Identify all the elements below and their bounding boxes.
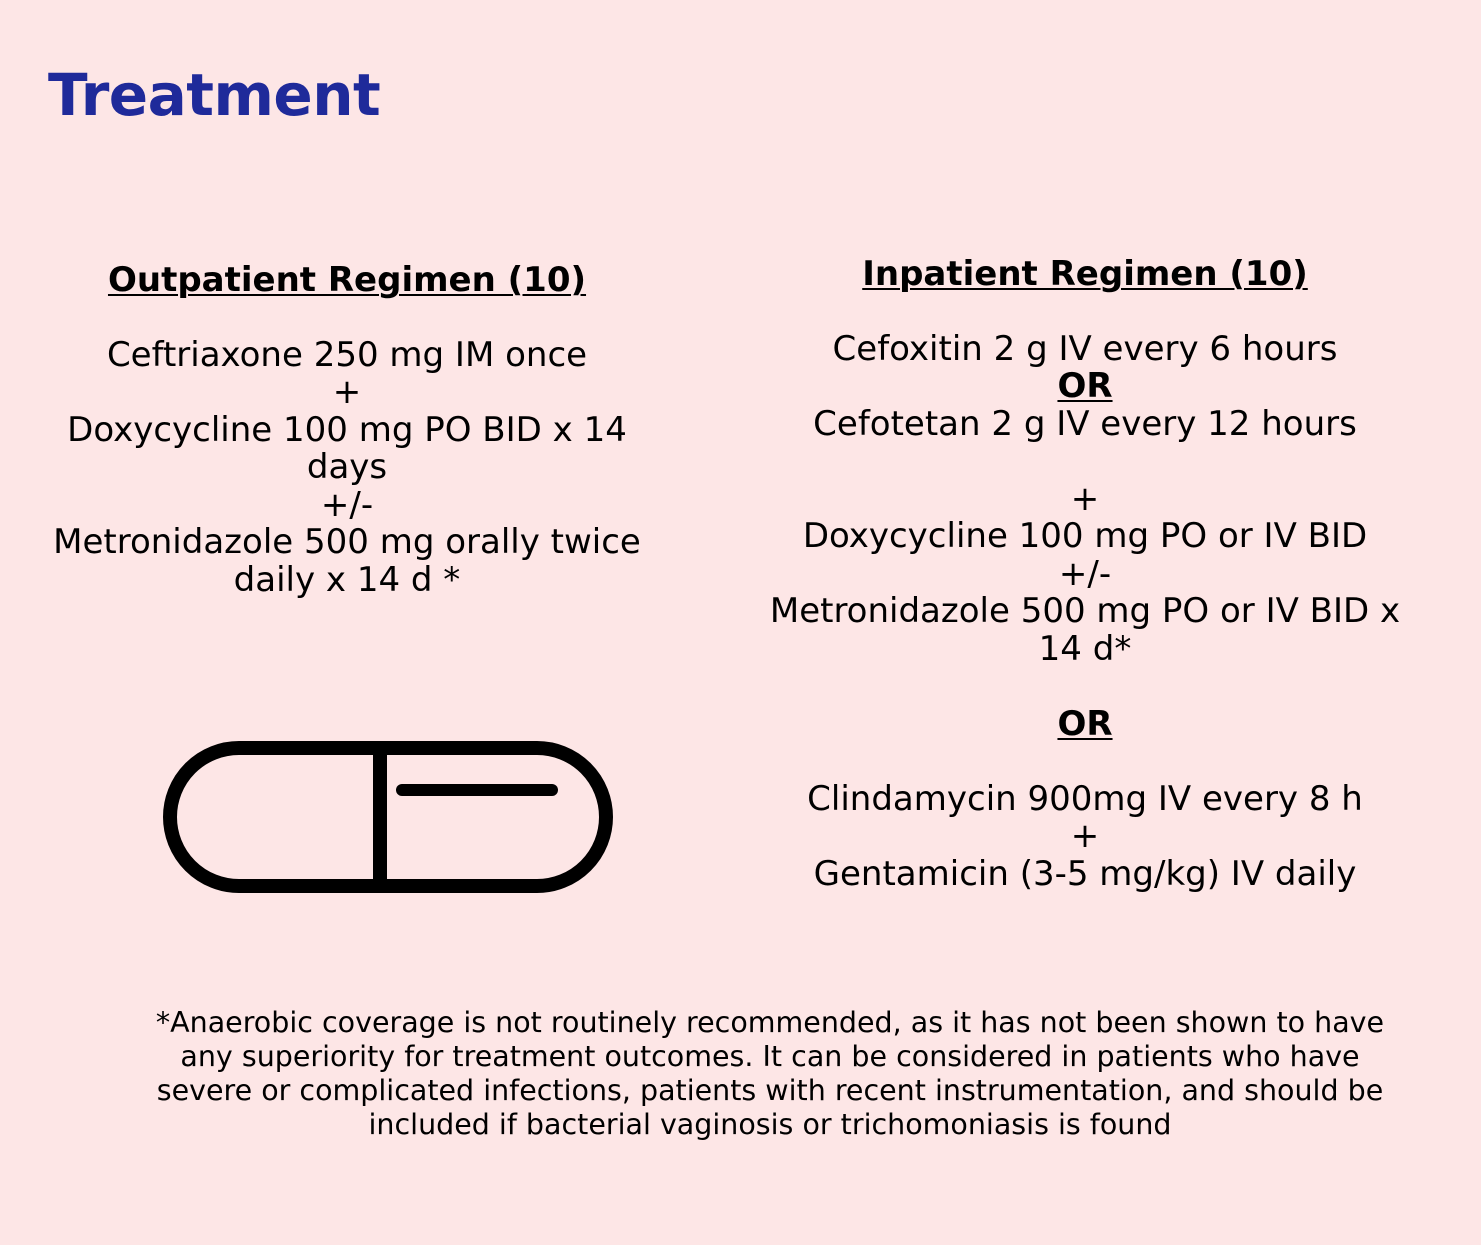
plus-sign: + <box>1070 478 1100 519</box>
inpatient-cefoxitin: Cefoxitin 2 g IV every 6 hours <box>832 328 1338 369</box>
inpatient-metronidazole-cont: 14 d* <box>1038 628 1132 669</box>
or-label: OR <box>1057 703 1113 744</box>
plus-sign: + <box>1070 816 1100 856</box>
outpatient-heading: Outpatient Regimen (10) <box>107 260 587 300</box>
footnote-line: any superiority for treatment outcomes. It can be considered in patients who have <box>180 1040 1360 1073</box>
inpatient-heading: Inpatient Regimen (10) <box>862 254 1308 294</box>
footnote-line: severe or complicated infections, patients with recent instrumentation, and should be <box>156 1074 1384 1107</box>
footnote-line: *Anaerobic coverage is not routinely recommended, as it has not been shown to have <box>155 1006 1385 1039</box>
outpatient-regimen <box>32 262 662 599</box>
outpatient-line: +/- <box>320 484 374 525</box>
capsule-pill-icon <box>162 740 614 894</box>
inpatient-metronidazole: Metronidazole 500 mg PO or IV BID x <box>769 591 1401 631</box>
inpatient-gentamicin: Gentamicin (3-5 mg/kg) IV daily <box>813 853 1357 894</box>
outpatient-line: + <box>332 372 362 412</box>
plus-minus-sign: +/- <box>1058 553 1112 594</box>
footnote-line: included if bacterial vaginosis or trichomoniasis is found <box>368 1108 1172 1141</box>
inpatient-regimen <box>740 256 1430 893</box>
outpatient-line: daily x 14 d * <box>233 559 461 600</box>
inpatient-clindamycin: Clindamycin 900mg IV every 8 h <box>807 778 1363 819</box>
page-title: Treatment <box>48 61 381 129</box>
outpatient-line: Metronidazole 500 mg orally twice <box>53 522 641 562</box>
or-label: OR <box>1057 366 1113 406</box>
inpatient-cefotetan: Cefotetan 2 g IV every 12 hours <box>813 403 1357 444</box>
inpatient-doxycycline: Doxycycline 100 mg PO or IV BID <box>802 516 1368 556</box>
outpatient-line: days <box>306 447 388 487</box>
outpatient-line: Doxycycline 100 mg PO BID x 14 <box>67 409 627 450</box>
footnote <box>80 1006 1460 1142</box>
outpatient-line: Ceftriaxone 250 mg IM once <box>106 334 588 375</box>
